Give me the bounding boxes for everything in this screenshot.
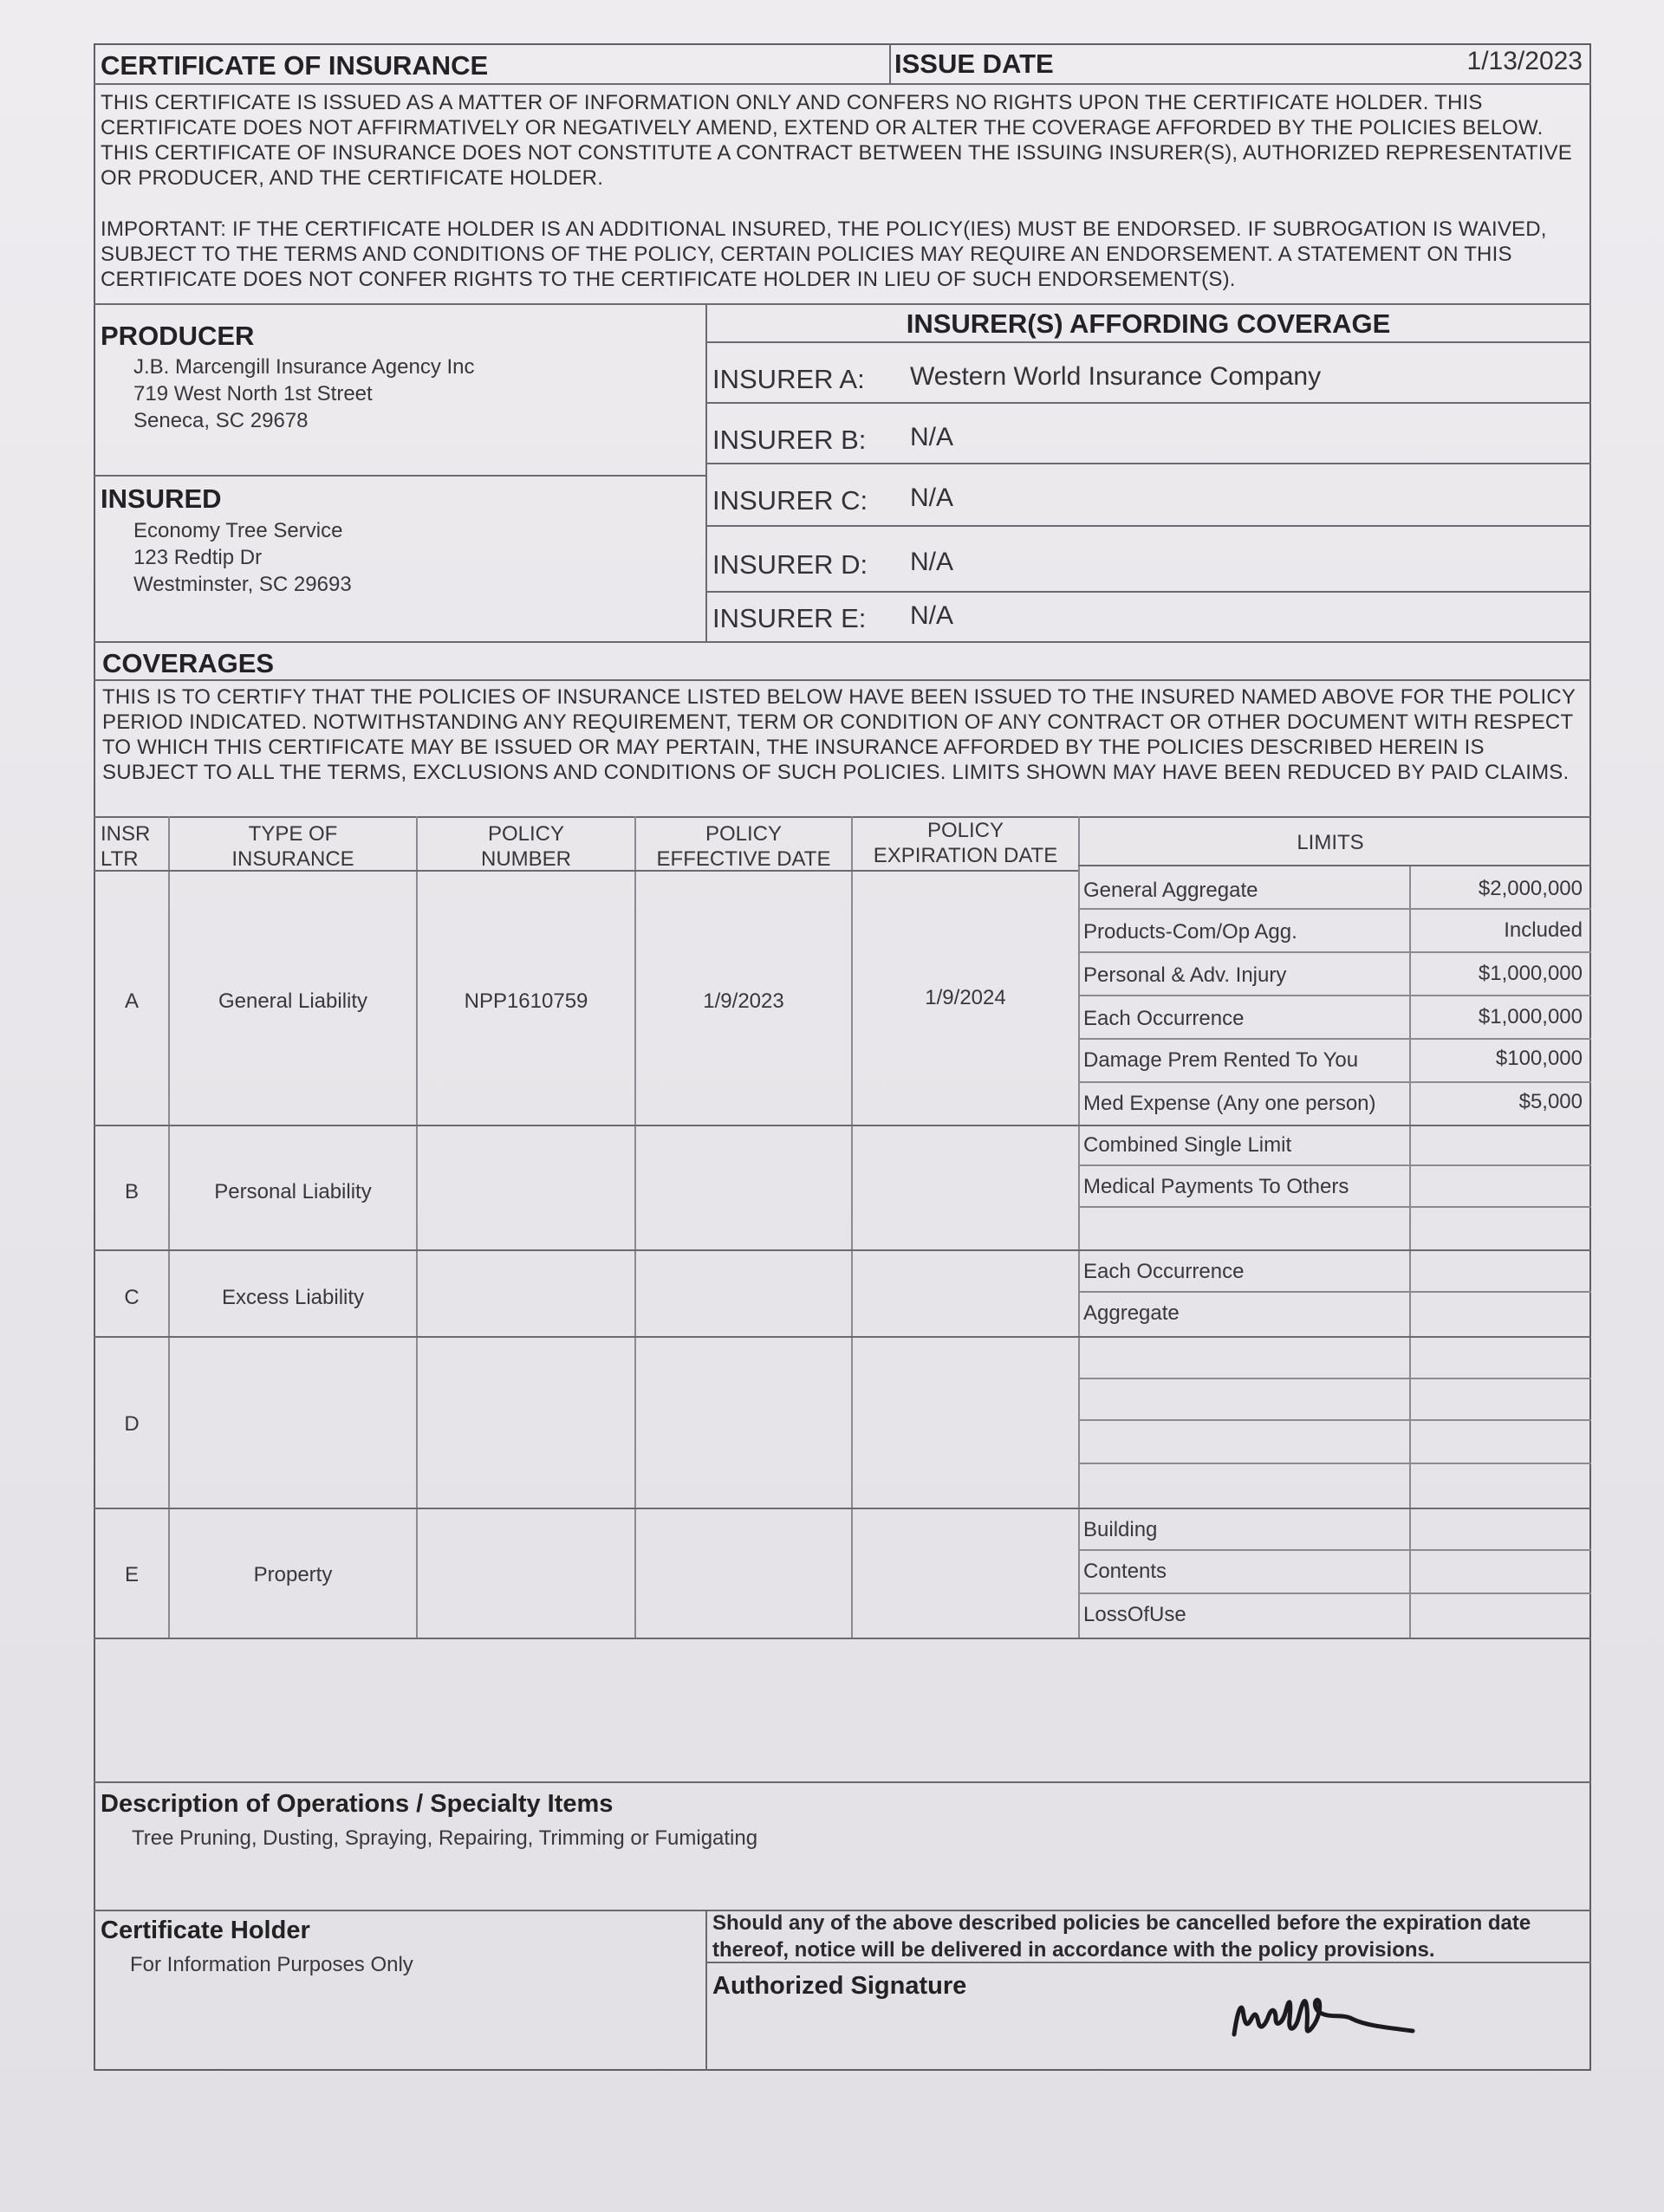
producer-city: Seneca, SC 29678	[133, 409, 309, 432]
row-c-ltr: C	[124, 1286, 140, 1309]
insurer-e-label: INSURER E:	[712, 603, 867, 633]
insured-street: 123 Redtip Dr	[133, 546, 263, 569]
insurer-c-label: INSURER C:	[712, 485, 868, 516]
limit-label: Personal & Adv. Injury	[1083, 963, 1287, 987]
divider	[94, 1336, 1591, 1338]
row-e-type: Property	[253, 1563, 333, 1586]
row-e-ltr: E	[124, 1563, 139, 1586]
column-header-limits: LIMITS	[1297, 831, 1364, 854]
limit-value: $1,000,000	[1478, 962, 1583, 985]
divider	[705, 341, 1591, 343]
column-header-insr-ltr: INSR LTR	[101, 822, 151, 871]
divider	[1078, 816, 1080, 1638]
divider	[851, 816, 853, 1638]
certificate-frame	[94, 43, 1591, 2071]
insurers-title: INSURER(S) AFFORDING COVERAGE	[906, 308, 1391, 339]
insured-city: Westminster, SC 29693	[133, 573, 352, 596]
divider	[1078, 995, 1591, 996]
divider	[705, 1962, 1591, 1963]
certificate-holder-title: Certificate Holder	[101, 1917, 310, 1944]
divider	[889, 43, 891, 83]
limit-value: $2,000,000	[1478, 877, 1583, 900]
limit-value: $5,000	[1518, 1090, 1583, 1113]
row-b-type: Personal Liability	[214, 1180, 372, 1203]
divider	[94, 641, 1591, 643]
divider	[705, 463, 1591, 464]
limit-label: Products-Com/Op Agg.	[1083, 920, 1297, 944]
insurer-a-label: INSURER A:	[712, 364, 865, 394]
signature-scribble	[1222, 1984, 1430, 2045]
limit-label: LossOfUse	[1083, 1603, 1186, 1626]
row-a-expiration-date: 1/9/2024	[925, 986, 1006, 1009]
divider	[1078, 1038, 1591, 1040]
divider	[416, 816, 418, 1638]
column-header-type: TYPE OF INSURANCE	[231, 822, 354, 871]
divider	[1078, 1593, 1591, 1594]
insured-name: Economy Tree Service	[133, 519, 343, 542]
divider	[1078, 1463, 1591, 1464]
insurer-b-label: INSURER B:	[712, 425, 867, 455]
divider	[94, 816, 1591, 818]
row-c-type: Excess Liability	[221, 1286, 365, 1309]
limit-label: Contents	[1083, 1560, 1167, 1583]
column-header-expiration-date: POLICY EXPIRATION DATE	[873, 819, 1058, 867]
row-d-ltr: D	[124, 1412, 140, 1436]
limit-value: $1,000,000	[1478, 1005, 1583, 1028]
divider	[94, 475, 705, 477]
divider	[94, 83, 1591, 85]
divider	[1078, 908, 1591, 910]
insured-label: INSURED	[101, 483, 222, 514]
divider	[94, 870, 1078, 872]
insurer-a-name: Western World Insurance Company	[910, 362, 1322, 391]
limit-label: Each Occurrence	[1083, 1007, 1245, 1030]
row-a-policy-number: NPP1610759	[464, 989, 588, 1013]
divider	[1078, 1081, 1591, 1083]
divider	[1078, 1206, 1591, 1208]
producer-street: 719 West North 1st Street	[133, 382, 373, 405]
divider	[94, 679, 1591, 681]
certificate-title: CERTIFICATE OF INSURANCE	[101, 50, 489, 81]
divider	[1078, 1291, 1591, 1293]
limit-label: General Aggregate	[1083, 879, 1258, 902]
divider	[168, 816, 170, 1638]
issue-date-value: 1/13/2023	[1466, 47, 1583, 75]
divider	[705, 402, 1591, 404]
divider	[1078, 1549, 1591, 1551]
limit-label: Building	[1083, 1518, 1158, 1541]
coverages-statement: THIS IS TO CERTIFY THAT THE POLICIES OF INSURANCE LISTED BELOW HAVE BEEN ISSUED TO THE INSURED NAMED ABOVE FOR THE POLICY PERIOD INDICATED. NOTWITHSTANDING ANY REQUIREMENT, TERM OR CONDITION OF ANY CONTRACT OR OTHER DOCUMENT WITH RESPECT TO WHICH THIS CERTIFICATE MAY BE ISSUED OR MAY PERTAIN, THE INSURANCE AFFORDED BY THE POLICIES DESCRIBED HEREIN IS SUBJECT TO ALL THE TERMS, EXCLUSIONS AND CONDITIONS OF SUCH POLICIES. LIMITS SHOWN MAY HAVE BEEN REDUCED BY PAID CLAIMS.	[102, 685, 1576, 784]
cancellation-notice: Should any of the above described policies be cancelled before the expiration date thereof, notice will be delivered in accordance with the policy provisions.	[712, 1911, 1531, 1962]
divider	[1409, 866, 1411, 1638]
divider	[1078, 865, 1591, 866]
insurer-d-label: INSURER D:	[712, 549, 868, 580]
divider	[1078, 951, 1591, 953]
row-b-ltr: B	[124, 1180, 139, 1203]
coverages-title: COVERAGES	[102, 648, 275, 678]
producer-name: J.B. Marcengill Insurance Agency Inc	[133, 355, 475, 379]
info-only-notice: THIS CERTIFICATE IS ISSUED AS A MATTER OF INFORMATION ONLY AND CONFERS NO RIGHTS UPON THE CERTIFICATE HOLDER. THIS CERTIFICATE DOES NOT AFFIRMATIVELY OR NEGATIVELY AMEND, EXTEND OR ALTER THE COVERAGE AFFORDED BY THE POLICIES BELOW. THIS CERTIFICATE OF INSURANCE DOES NOT CONSTITUTE A CONTRACT BETWEEN THE ISSUING INSURER(S), AUTHORIZED REPRESENTATIVE OR PRODUCER, AND THE CERTIFICATE HOLDER.	[101, 91, 1572, 190]
limit-label: Aggregate	[1083, 1301, 1180, 1325]
divider	[94, 1781, 1591, 1783]
limit-label: Combined Single Limit	[1083, 1133, 1292, 1157]
divider	[634, 816, 636, 1638]
limit-value: $100,000	[1495, 1047, 1583, 1070]
divider	[94, 303, 1591, 305]
divider	[1078, 1378, 1591, 1379]
divider	[705, 591, 1591, 593]
limit-label: Med Expense (Any one person)	[1083, 1092, 1376, 1115]
column-header-policy-number: POLICY NUMBER	[480, 822, 571, 871]
divider	[1078, 1419, 1591, 1421]
description-title: Description of Operations / Specialty Items	[101, 1790, 614, 1818]
important-notice: IMPORTANT: IF THE CERTIFICATE HOLDER IS AN ADDITIONAL INSURED, THE POLICY(IES) MUST BE ENDORSED. IF SUBROGATION IS WAIVED, SUBJECT TO THE TERMS AND CONDITIONS OF THE POLICY, CERTAIN POLICIES MAY REQUIRE AN ENDORSEMENT. A STATEMENT ON THIS CERTIFICATE DOES NOT CONFER RIGHTS TO THE CERTIFICATE HOLDER IN LIEU OF SUCH ENDORSEMENT(S).	[101, 217, 1547, 291]
column-header-effective-date: POLICY EFFECTIVE DATE	[656, 822, 831, 871]
divider	[705, 1910, 707, 2071]
insurer-b-name: N/A	[910, 423, 954, 451]
producer-label: PRODUCER	[101, 321, 255, 351]
limit-value: Included	[1504, 918, 1583, 942]
description-text: Tree Pruning, Dusting, Spraying, Repairing, Trimming or Fumigating	[132, 1826, 758, 1850]
divider	[94, 1508, 1591, 1509]
limit-label: Each Occurrence	[1083, 1260, 1245, 1283]
divider	[705, 525, 1591, 527]
limit-label: Damage Prem Rented To You	[1083, 1048, 1359, 1072]
insurer-c-name: N/A	[910, 483, 954, 512]
divider	[1078, 1164, 1591, 1166]
divider	[94, 1125, 1591, 1126]
certificate-holder-text: For Information Purposes Only	[130, 1953, 413, 1976]
row-a-type: General Liability	[218, 989, 368, 1013]
row-a-ltr: A	[124, 989, 139, 1013]
authorized-signature-label: Authorized Signature	[712, 1972, 967, 2000]
divider	[94, 1638, 1591, 1639]
divider	[94, 1249, 1591, 1251]
insurer-d-name: N/A	[910, 548, 954, 576]
limit-label: Medical Payments To Others	[1083, 1175, 1349, 1198]
row-a-effective-date: 1/9/2023	[703, 989, 784, 1013]
issue-date-label: ISSUE DATE	[894, 49, 1054, 79]
insurer-e-name: N/A	[910, 601, 954, 630]
